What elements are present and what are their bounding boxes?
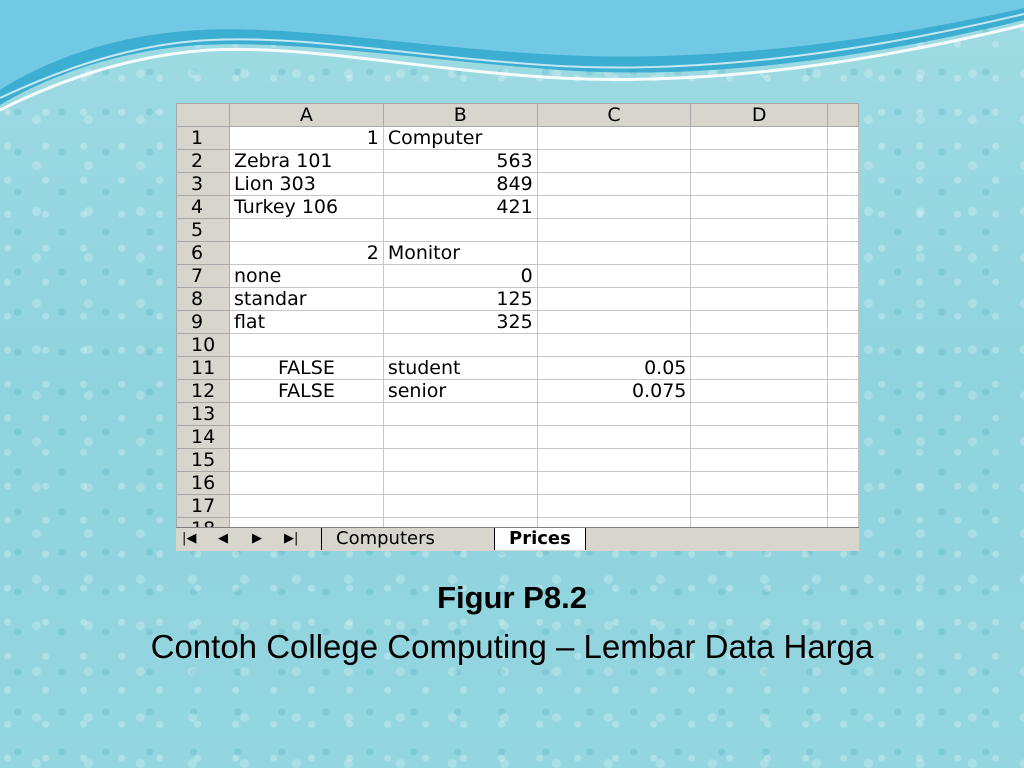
- cell-b[interactable]: 421: [383, 196, 537, 219]
- cell-b[interactable]: [383, 403, 537, 426]
- tab-prices[interactable]: Prices: [494, 528, 586, 550]
- column-header-b[interactable]: B: [383, 104, 537, 127]
- row-header[interactable]: 17: [177, 495, 230, 518]
- cell-a[interactable]: FALSE: [229, 380, 383, 403]
- cell-c[interactable]: [537, 426, 691, 449]
- cell-d[interactable]: [691, 357, 828, 380]
- row-header[interactable]: 10: [177, 334, 230, 357]
- cell-e[interactable]: [828, 127, 859, 150]
- cell-b[interactable]: 563: [383, 150, 537, 173]
- table-row: [177, 288, 859, 311]
- cell-c[interactable]: 0.05: [537, 357, 691, 380]
- row-header[interactable]: 11: [177, 357, 230, 380]
- cell-c[interactable]: [537, 311, 691, 334]
- cell-e[interactable]: [828, 265, 859, 288]
- cell-e[interactable]: [828, 403, 859, 426]
- spreadsheet-screenshot: [176, 103, 859, 551]
- table-row: [177, 265, 859, 288]
- row-header[interactable]: 14: [177, 426, 230, 449]
- cell-c[interactable]: [537, 173, 691, 196]
- column-header-c[interactable]: C: [537, 104, 691, 127]
- figure-subtitle: Contoh College Computing – Lembar Data Harga: [150, 628, 874, 665]
- cell-a[interactable]: standar: [229, 288, 383, 311]
- cell-e[interactable]: [828, 173, 859, 196]
- cell-a[interactable]: [229, 334, 383, 357]
- cell-a[interactable]: flat: [229, 311, 383, 334]
- cell-b[interactable]: [383, 449, 537, 472]
- table-row: [177, 334, 859, 357]
- column-header-d[interactable]: D: [691, 104, 828, 127]
- cell-a[interactable]: [229, 426, 383, 449]
- prev-sheet-icon[interactable]: ◀: [218, 531, 228, 546]
- cell-d[interactable]: [691, 380, 828, 403]
- cell-b[interactable]: senior: [383, 380, 537, 403]
- table-row: [177, 196, 859, 219]
- cell-b[interactable]: 0: [383, 265, 537, 288]
- cell-b[interactable]: [383, 219, 537, 242]
- cell-b[interactable]: [383, 472, 537, 495]
- cell-d[interactable]: [691, 472, 828, 495]
- cell-a[interactable]: 1: [229, 127, 383, 150]
- cell-d[interactable]: [691, 288, 828, 311]
- table-row: [177, 219, 859, 242]
- cell-e[interactable]: [828, 311, 859, 334]
- row-header[interactable]: 4: [177, 196, 230, 219]
- cell-d[interactable]: [691, 242, 828, 265]
- row-header[interactable]: 5: [177, 219, 230, 242]
- cell-a[interactable]: [229, 403, 383, 426]
- row-header[interactable]: 2: [177, 150, 230, 173]
- cell-c[interactable]: [537, 472, 691, 495]
- cell-a[interactable]: [229, 495, 383, 518]
- cell-a[interactable]: none: [229, 265, 383, 288]
- cell-e[interactable]: [828, 242, 859, 265]
- cell-e[interactable]: [828, 426, 859, 449]
- spreadsheet-grid: [176, 103, 859, 541]
- figure-title: Figur P8.2: [437, 580, 587, 615]
- sheet-tab-bar: [176, 527, 859, 551]
- cell-c[interactable]: [537, 219, 691, 242]
- table-row: [177, 173, 859, 196]
- cell-b[interactable]: [383, 426, 537, 449]
- table-row: [177, 426, 859, 449]
- cell-e[interactable]: [828, 357, 859, 380]
- tab-computers[interactable]: Computers: [321, 528, 449, 550]
- cell-e[interactable]: [828, 334, 859, 357]
- cell-b[interactable]: Monitor: [383, 242, 537, 265]
- cell-b[interactable]: [383, 495, 537, 518]
- cell-a[interactable]: 2: [229, 242, 383, 265]
- cell-a[interactable]: [229, 472, 383, 495]
- cell-c[interactable]: 0.075: [537, 380, 691, 403]
- table-row: [177, 150, 859, 173]
- row-header[interactable]: 13: [177, 403, 230, 426]
- row-header[interactable]: 15: [177, 449, 230, 472]
- cell-b[interactable]: 849: [383, 173, 537, 196]
- row-header[interactable]: 7: [177, 265, 230, 288]
- cell-c[interactable]: [537, 196, 691, 219]
- cell-a[interactable]: [229, 219, 383, 242]
- table-row: [177, 380, 859, 403]
- cell-c[interactable]: [537, 334, 691, 357]
- column-header-a[interactable]: A: [229, 104, 383, 127]
- first-sheet-icon[interactable]: |◀: [182, 531, 197, 546]
- cell-c[interactable]: [537, 403, 691, 426]
- cell-a[interactable]: Lion 303: [229, 173, 383, 196]
- cell-e[interactable]: [828, 472, 859, 495]
- cell-a[interactable]: Turkey 106: [229, 196, 383, 219]
- cell-a[interactable]: [229, 449, 383, 472]
- cell-e[interactable]: [828, 219, 859, 242]
- cell-c[interactable]: [537, 127, 691, 150]
- cell-c[interactable]: [537, 449, 691, 472]
- cell-d[interactable]: [691, 495, 828, 518]
- cell-c[interactable]: [537, 265, 691, 288]
- cell-b[interactable]: Computer: [383, 127, 537, 150]
- cell-c[interactable]: [537, 495, 691, 518]
- cell-d[interactable]: [691, 219, 828, 242]
- row-header[interactable]: 6: [177, 242, 230, 265]
- cell-d[interactable]: [691, 403, 828, 426]
- column-header-e[interactable]: [828, 104, 859, 127]
- cell-a[interactable]: Zebra 101: [229, 150, 383, 173]
- cell-d[interactable]: [691, 311, 828, 334]
- cell-e[interactable]: [828, 288, 859, 311]
- cell-e[interactable]: [828, 196, 859, 219]
- row-header[interactable]: 12: [177, 380, 230, 403]
- cell-e[interactable]: [828, 150, 859, 173]
- row-header[interactable]: 1: [177, 127, 230, 150]
- cell-d[interactable]: [691, 426, 828, 449]
- cell-a[interactable]: FALSE: [229, 357, 383, 380]
- cell-d[interactable]: [691, 334, 828, 357]
- table-row: [177, 357, 859, 380]
- row-header[interactable]: 16: [177, 472, 230, 495]
- row-header[interactable]: 9: [177, 311, 230, 334]
- row-header[interactable]: 8: [177, 288, 230, 311]
- table-row: [177, 311, 859, 334]
- cell-c[interactable]: [537, 150, 691, 173]
- table-row: [177, 127, 859, 150]
- cell-b[interactable]: student: [383, 357, 537, 380]
- cell-b[interactable]: 125: [383, 288, 537, 311]
- last-sheet-icon[interactable]: ▶|: [284, 531, 299, 546]
- table-row: [177, 495, 859, 518]
- cell-d[interactable]: [691, 265, 828, 288]
- cell-b[interactable]: 325: [383, 311, 537, 334]
- cell-e[interactable]: [828, 449, 859, 472]
- cell-e[interactable]: [828, 380, 859, 403]
- cell-c[interactable]: [537, 242, 691, 265]
- cell-b[interactable]: [383, 334, 537, 357]
- table-row: [177, 403, 859, 426]
- cell-d[interactable]: [691, 150, 828, 173]
- cell-d[interactable]: [691, 173, 828, 196]
- table-row: [177, 242, 859, 265]
- cell-c[interactable]: [537, 288, 691, 311]
- table-row: [177, 449, 859, 472]
- cell-d[interactable]: [691, 449, 828, 472]
- cell-e[interactable]: [828, 495, 859, 518]
- cell-d[interactable]: [691, 127, 828, 150]
- row-header[interactable]: 3: [177, 173, 230, 196]
- table-row: [177, 472, 859, 495]
- select-all-corner[interactable]: [177, 104, 230, 127]
- cell-d[interactable]: [691, 196, 828, 219]
- next-sheet-icon[interactable]: ▶: [252, 531, 262, 546]
